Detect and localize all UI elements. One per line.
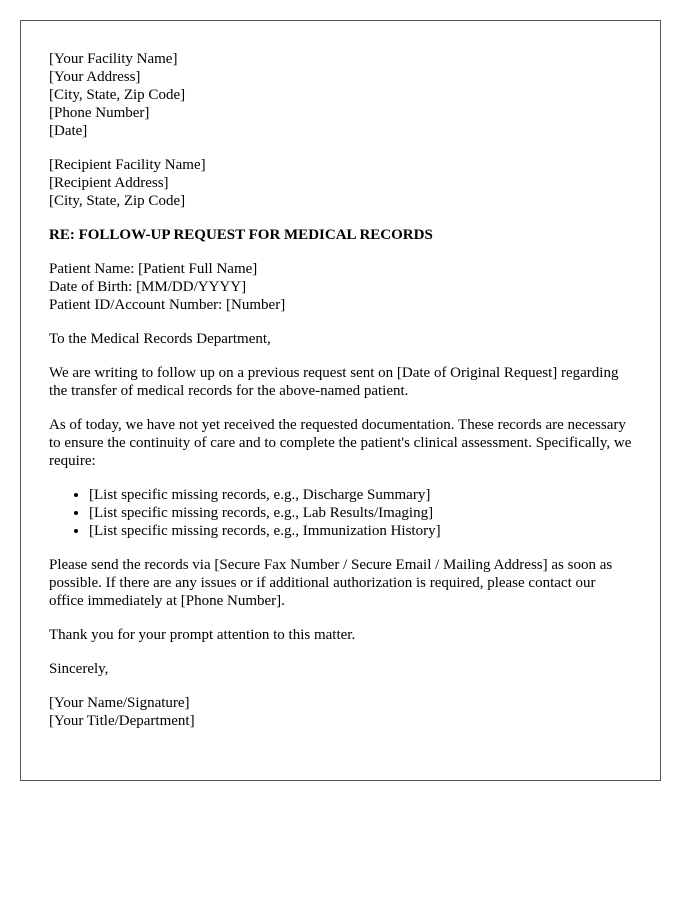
sender-city-state-zip: [City, State, Zip Code] <box>49 87 186 103</box>
body-paragraph: As of today, we have not yet received the requested documentation. These records are necessary to ensure the continuity of care and to complete the patient's clinical assessment. Specifically, we require: <box>49 417 632 469</box>
signer-title: [Your Title/Department] <box>49 713 195 729</box>
salutation: To the Medical Records Department, <box>49 331 271 347</box>
list-item: • [List specific missing records, e.g., Discharge Summary] <box>89 486 632 504</box>
signature-block <box>49 694 632 730</box>
sender-facility-name: [Your Facility Name] <box>49 51 178 67</box>
body-paragraph: Thank you for your prompt attention to this matter. <box>49 627 356 643</box>
patient-id: Patient ID/Account Number: [Number] <box>49 297 286 313</box>
patient-info-block <box>49 260 632 314</box>
sender-address: [Your Address] <box>49 69 141 85</box>
sender-address-block <box>49 50 632 140</box>
signer-name: [Your Name/Signature] <box>49 695 190 711</box>
patient-dob: Date of Birth: [MM/DD/YYYY] <box>49 279 247 295</box>
letter-page <box>20 20 661 781</box>
recipient-address-block <box>49 156 632 210</box>
list-item: • [List specific missing records, e.g., Immunization History] <box>89 522 632 540</box>
sender-phone: [Phone Number] <box>49 105 150 121</box>
missing-records-list <box>49 486 632 540</box>
subject-line: RE: FOLLOW-UP REQUEST FOR MEDICAL RECORDS <box>49 227 433 243</box>
patient-name: Patient Name: [Patient Full Name] <box>49 261 258 277</box>
list-item: • [List specific missing records, e.g., Lab Results/Imaging] <box>89 504 632 522</box>
body-paragraph: Please send the records via [Secure Fax Number / Secure Email / Mailing Address] as soon as possible. If there are any issues or if additional authorization is required, please contact our office immediately at [Phone Number]. <box>49 557 613 609</box>
signoff: Sincerely, <box>49 661 109 677</box>
recipient-city-state-zip: [City, State, Zip Code] <box>49 193 186 209</box>
letter-date: [Date] <box>49 123 88 139</box>
recipient-facility-name: [Recipient Facility Name] <box>49 157 206 173</box>
body-paragraph: We are writing to follow up on a previous request sent on [Date of Original Request] regarding the transfer of medical records for the above-named patient. <box>49 365 619 399</box>
recipient-address: [Recipient Address] <box>49 175 169 191</box>
